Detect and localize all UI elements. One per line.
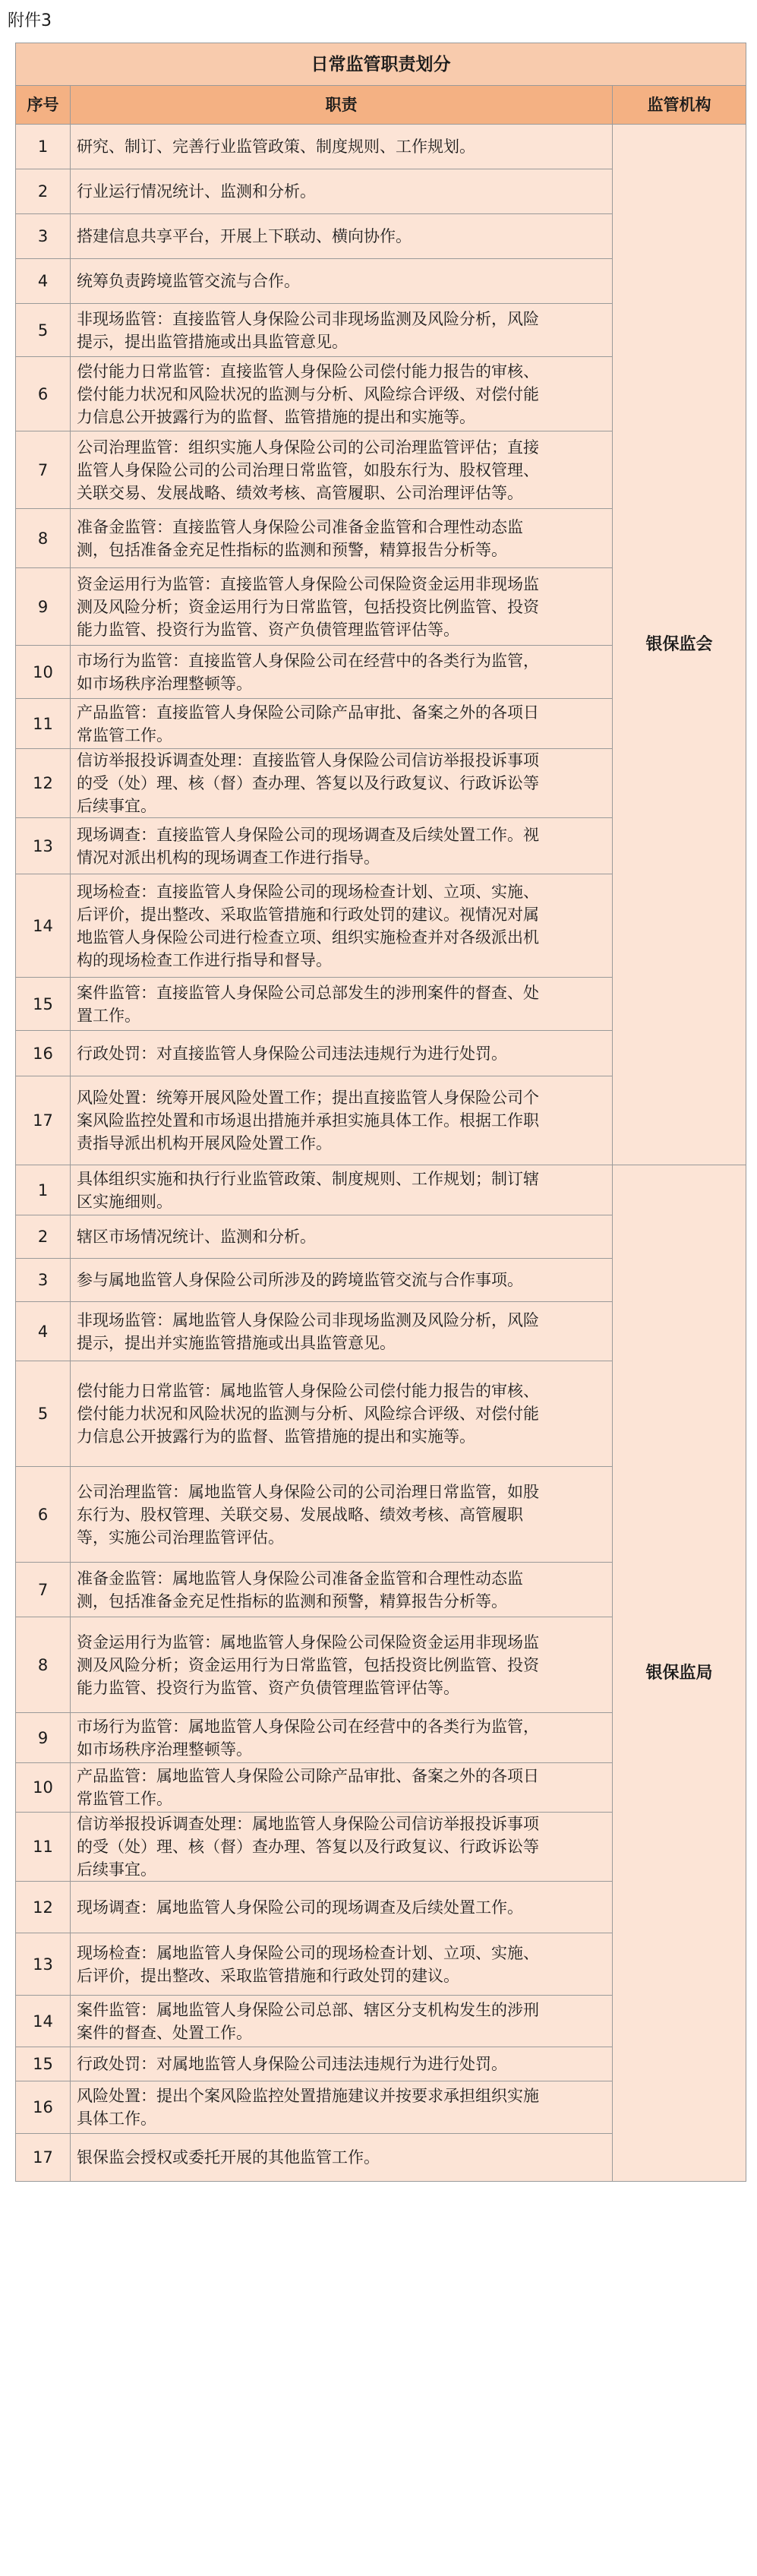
duty-line: 案件监管：直接监管人身保险公司总部发生的涉刑案件的督查、处 [77,983,539,1002]
duty-line: 偿付能力状况和风险状况的监测与分析、风险综合评级、对偿付能 [77,384,539,403]
duty-cell [71,2081,613,2134]
duty-line: 偿付能力状况和风险状况的监测与分析、风险综合评级、对偿付能 [77,1405,539,1423]
duty-line: 信访举报投诉调查处理：属地监管人身保险公司信访举报投诉事项 [77,1815,539,1833]
row-number: 16 [16,1031,71,1076]
duty-cell [71,169,613,214]
duty-line: 区实施细则。 [77,1192,172,1211]
duty-cell [71,1563,613,1617]
row-number: 11 [16,1813,71,1882]
table-row [16,125,746,169]
duty-line: 构的现场检查工作进行指导和督导。 [77,950,332,969]
duty-line: 测，包括准备金充足性指标的监测和预警，精算报告分析等。 [77,1591,507,1610]
duty-cell [71,357,613,431]
duty-line: 产品监管：直接监管人身保险公司除产品审批、备案之外的各项日 [77,703,539,722]
duty-line: 资金运用行为监管：属地监管人身保险公司保险资金运用非现场监 [77,1633,539,1651]
duty-line: 行政处罚：对属地监管人身保险公司违法违规行为进行处罚。 [77,2055,507,2073]
table-row [16,1165,746,1215]
row-number: 14 [16,874,71,978]
duty-line: 提示，提出监管措施或出具监管意见。 [77,332,348,351]
row-number: 9 [16,568,71,646]
row-number: 4 [16,1302,71,1361]
duty-cell [71,1467,613,1563]
row-number: 5 [16,1361,71,1467]
duty-cell [71,818,613,874]
duty-line: 公司治理监管：组织实施人身保险公司的公司治理监管评估；直接 [77,438,539,457]
row-number: 9 [16,1713,71,1763]
duty-line: 辖区市场情况统计、监测和分析。 [77,1228,316,1246]
duty-line: 责指导派出机构开展风险处置工作。 [77,1134,332,1152]
duty-cell [71,699,613,749]
duty-line: 后评价，提出整改、采取监管措施和行政处罚的建议。视情况对属 [77,905,539,924]
duty-line: 非现场监管：属地监管人身保险公司非现场监测及风险分析，风险 [77,1310,539,1329]
duty-line: 地监管人身保险公司进行检查立项、组织实施检查并对各级派出机 [77,928,539,947]
duty-line: 偿付能力日常监管：直接监管人身保险公司偿付能力报告的审核、 [77,362,539,381]
duty-line: 常监管工作。 [77,1790,172,1808]
duty-cell [71,509,613,568]
duty-line: 能力监管、投资行为监管、资产负债管理监管评估等。 [77,620,459,639]
duty-line: 测及风险分析；资金运用行为日常监管，包括投资比例监管、投资 [77,1655,539,1674]
duty-line: 常监管工作。 [77,725,172,744]
table-title: 日常监管职责划分 [16,43,746,86]
duty-line: 风险处置：提出个案风险监控处置措施建议并按要求承担组织实施 [77,2087,539,2105]
duty-line: 偿付能力日常监管：属地监管人身保险公司偿付能力报告的审核、 [77,1382,539,1400]
duty-cell [71,2134,613,2182]
row-number: 14 [16,1996,71,2047]
duty-line: 能力监管、投资行为监管、资产负债管理监管评估等。 [77,1678,459,1697]
row-number: 15 [16,2047,71,2081]
row-number: 8 [16,509,71,568]
duty-line: 市场行为监管：属地监管人身保险公司在经营中的各类行为监管， [77,1717,539,1736]
duty-cell [71,1031,613,1076]
duty-line: 非现场监管：直接监管人身保险公司非现场监测及风险分析，风险 [77,309,539,328]
duty-cell [71,1763,613,1813]
duty-line: 参与属地监管人身保险公司所涉及的跨境监管交流与合作事项。 [77,1271,523,1289]
row-number: 12 [16,1882,71,1933]
row-number: 15 [16,978,71,1031]
duty-line: 准备金监管：直接监管人身保险公司准备金监管和合理性动态监 [77,517,523,536]
row-number: 5 [16,304,71,357]
duty-cell [71,125,613,169]
row-number: 1 [16,125,71,169]
header-org: 监管机构 [613,86,746,125]
row-number: 4 [16,259,71,304]
duty-cell [71,568,613,646]
row-number: 3 [16,214,71,259]
duty-cell [71,1882,613,1933]
duty-cell [71,304,613,357]
duty-line: 具体工作。 [77,2110,156,2128]
table-title-row [16,43,746,86]
row-number: 7 [16,431,71,509]
duty-cell [71,1076,613,1165]
duty-cell [71,978,613,1031]
header-seq: 序号 [16,86,71,125]
duty-line: 后续事宜。 [77,797,156,815]
duty-cell [71,1165,613,1215]
duty-line: 监管人身保险公司的公司治理日常监管，如股东行为、股权管理、 [77,460,539,479]
duty-line: 案件监管：属地监管人身保险公司总部、辖区分支机构发生的涉刑 [77,2000,539,2019]
duty-line: 现场检查：属地监管人身保险公司的现场检查计划、立项、实施、 [77,1943,539,1962]
row-number: 13 [16,818,71,874]
header-duty: 职责 [71,86,613,125]
duty-line: 测，包括准备金充足性指标的监测和预警，精算报告分析等。 [77,540,507,559]
row-number: 17 [16,1076,71,1165]
duty-cell [71,214,613,259]
duty-line: 测及风险分析；资金运用行为日常监管，包括投资比例监管、投资 [77,597,539,616]
duty-cell [71,1259,613,1302]
duty-cell [71,874,613,978]
duty-line: 置工作。 [77,1006,140,1025]
duty-line: 提示，提出并实施监管措施或出具监管意见。 [77,1333,396,1352]
duty-line: 现场检查：直接监管人身保险公司的现场检查计划、立项、实施、 [77,882,539,901]
duty-line: 的受（处）理、核（督）查办理、答复以及行政复议、行政诉讼等 [77,774,539,792]
row-number: 1 [16,1165,71,1215]
row-number: 6 [16,1467,71,1563]
duty-cell [71,1996,613,2047]
duty-line: 现场调查：直接监管人身保险公司的现场调查及后续处置工作。视 [77,825,539,844]
duty-line: 如市场秩序治理整顿等。 [77,674,252,693]
duty-cell [71,1215,613,1259]
row-number: 17 [16,2134,71,2182]
duty-cell [71,646,613,699]
duty-cell [71,1713,613,1763]
duty-line: 资金运用行为监管：直接监管人身保险公司保险资金运用非现场监 [77,574,539,593]
row-number: 13 [16,1933,71,1996]
table-body [16,125,746,2182]
duty-line: 关联交易、发展战略、绩效考核、高管履职、公司治理评估等。 [77,483,523,502]
duty-line: 具体组织实施和执行行业监管政策、制度规则、工作规划；制订辖 [77,1169,539,1188]
row-number: 11 [16,699,71,749]
table-header-row [16,86,746,125]
duty-line: 后评价，提出整改、采取监管措施和行政处罚的建议。 [77,1966,459,1985]
duty-line: 产品监管：属地监管人身保险公司除产品审批、备案之外的各项日 [77,1767,539,1785]
duty-table [15,43,746,2182]
duty-line: 力信息公开披露行为的监督、监管措施的提出和实施等。 [77,1427,475,1446]
duty-line: 信访举报投诉调查处理：直接监管人身保险公司信访举报投诉事项 [77,751,539,770]
supervisory-org: 银保监局 [613,1165,746,2182]
duty-line: 等，实施公司治理监管评估。 [77,1528,284,1547]
duty-line: 研究、制订、完善行业监管政策、制度规则、工作规划。 [77,137,475,156]
duty-cell [71,1933,613,1996]
duty-cell [71,1813,613,1882]
duty-line: 行业运行情况统计、监测和分析。 [77,182,316,201]
duty-line: 银保监会授权或委托开展的其他监管工作。 [77,2148,380,2167]
duty-line: 行政处罚：对直接监管人身保险公司违法违规行为进行处罚。 [77,1044,507,1063]
duty-line: 统筹负责跨境监管交流与合作。 [77,272,300,290]
duty-cell [71,1617,613,1713]
duty-cell [71,749,613,818]
row-number: 10 [16,1763,71,1813]
duty-line: 的受（处）理、核（督）查办理、答复以及行政复议、行政诉讼等 [77,1838,539,1856]
attachment-label: 附件3 [8,11,52,30]
duty-line: 现场调查：属地监管人身保险公司的现场调查及后续处置工作。 [77,1898,523,1917]
row-number: 8 [16,1617,71,1713]
duty-line: 后续事宜。 [77,1860,156,1879]
row-number: 2 [16,169,71,214]
duty-line: 搭建信息共享平台，开展上下联动、横向协作。 [77,227,412,245]
duty-line: 情况对派出机构的现场调查工作进行指导。 [77,848,380,867]
supervisory-org: 银保监会 [613,125,746,1165]
duty-line: 公司治理监管：属地监管人身保险公司的公司治理日常监管，如股 [77,1482,539,1501]
duty-line: 市场行为监管：直接监管人身保险公司在经营中的各类行为监管， [77,651,539,670]
duty-cell [71,2047,613,2081]
duty-line: 东行为、股权管理、关联交易、发展战略、绩效考核、高管履职 [77,1505,523,1524]
duty-cell [71,259,613,304]
row-number: 6 [16,357,71,431]
duty-cell [71,1302,613,1361]
duty-line: 准备金监管：属地监管人身保险公司准备金监管和合理性动态监 [77,1569,523,1588]
duty-line: 风险处置：统筹开展风险处置工作；提出直接监管人身保险公司个 [77,1089,539,1107]
duty-line: 案风险监控处置和市场退出措施并承担实施具体工作。根据工作职 [77,1111,539,1130]
duty-line: 如市场秩序治理整顿等。 [77,1740,252,1759]
duty-cell [71,431,613,509]
row-number: 16 [16,2081,71,2134]
row-number: 3 [16,1259,71,1302]
row-number: 2 [16,1215,71,1259]
row-number: 10 [16,646,71,699]
duty-line: 案件的督查、处置工作。 [77,2023,252,2042]
duty-line: 力信息公开披露行为的监督、监管措施的提出和实施等。 [77,407,475,426]
row-number: 7 [16,1563,71,1617]
row-number: 12 [16,749,71,818]
duty-cell [71,1361,613,1467]
